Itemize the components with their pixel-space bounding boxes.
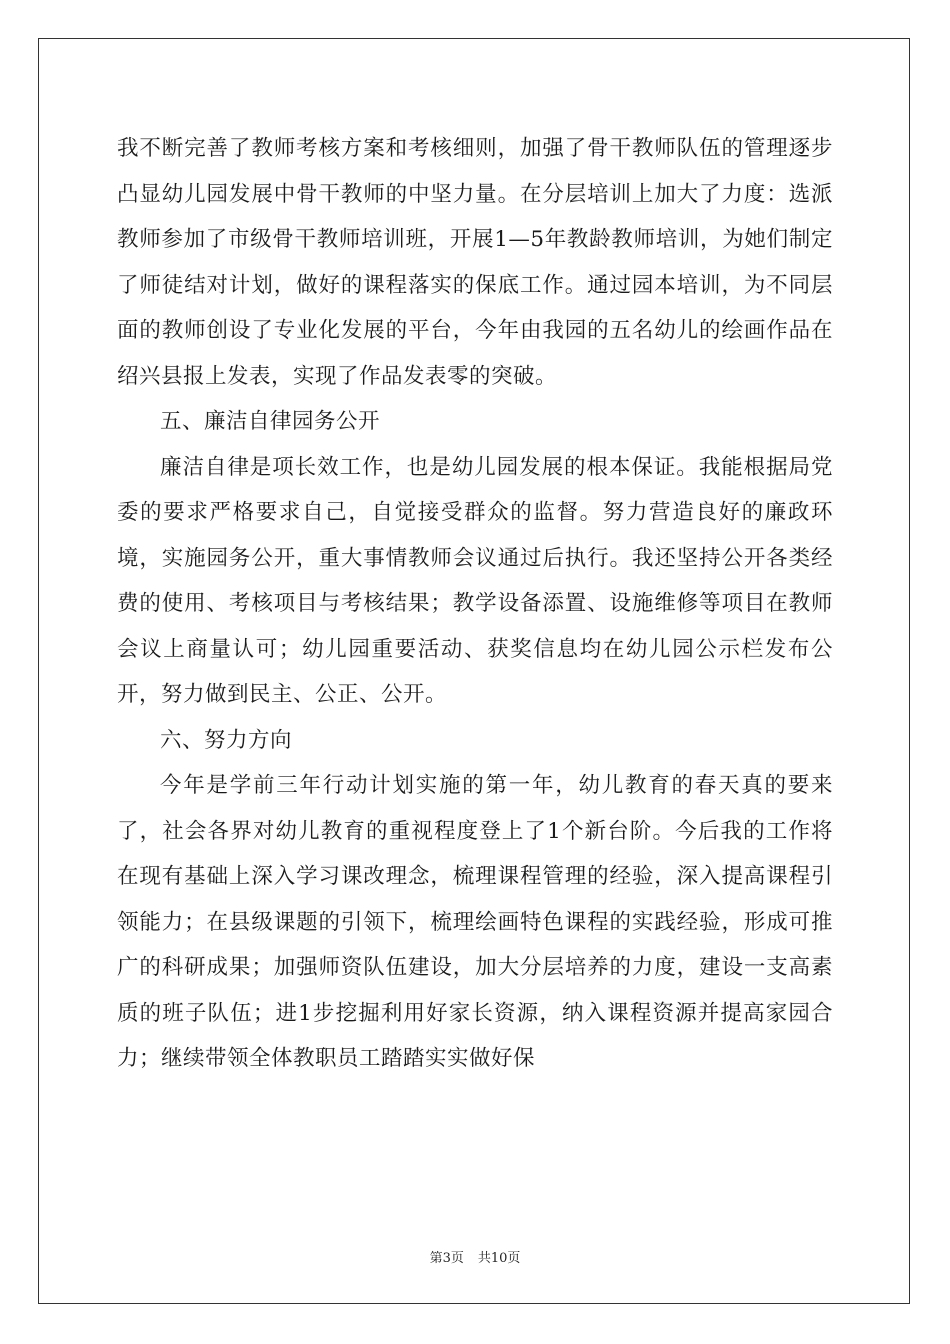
paragraph-teacher-training: 我不断完善了教师考核方案和考核细则，加强了骨干教师队伍的管理逐步凸显幼儿园发展中骨干教师的中坚力量。在分层培训上加大了力度：选派教师参加了市级骨干教师培训班，开展1—5年教龄教师培训，为她们制定了师徒结对计划，做好的课程落实的保底工作。通过园本培训，为不同层面的教师创设了专业化发展的平台，今年由我园的五名幼儿的绘画作品在绍兴县报上发表，实现了作品发表零的突破。 (117, 136, 833, 389)
document-body (117, 126, 833, 1082)
paragraph-direction: 今年是学前三年行动计划实施的第一年，幼儿教育的春天真的要来了，社会各界对幼儿教育的重视程度登上了1个新台阶。今后我的工作将在现有基础上深入学习课改理念，梳理课程管理的经验，深入提高课程引领能力；在县级课题的引领下，梳理绘画特色课程的实践经验，形成可推广的科研成果；加强师资队伍建设，加大分层培养的力度，建设一支高素质的班子队伍；进1步挖掘利用好家长资源，纳入课程资源并提高家园合力；继续带领全体教职员工踏踏实实做好保 (117, 773, 833, 1071)
page-total: 共10页 (477, 1251, 521, 1266)
page-number: 第3页 (429, 1251, 464, 1266)
page-footer (0, 1247, 950, 1266)
paragraph-integrity: 廉洁自律是项长效工作，也是幼儿园发展的根本保证。我能根据局党委的要求严格要求自己，自觉接受群众的监督。努力营造良好的廉政环境，实施园务公开，重大事情教师会议通过后执行。我还坚持公开各类经费的使用、考核项目与考核结果；教学设备添置、设施维修等项目在教师会议上商量认可；幼儿园重要活动、获奖信息均在幼儿园公示栏发布公开，努力做到民主、公正、公开。 (117, 454, 833, 707)
section-heading-direction: 六、努力方向 (160, 727, 293, 753)
section-heading-integrity: 五、廉洁自律园务公开 (160, 409, 381, 434)
